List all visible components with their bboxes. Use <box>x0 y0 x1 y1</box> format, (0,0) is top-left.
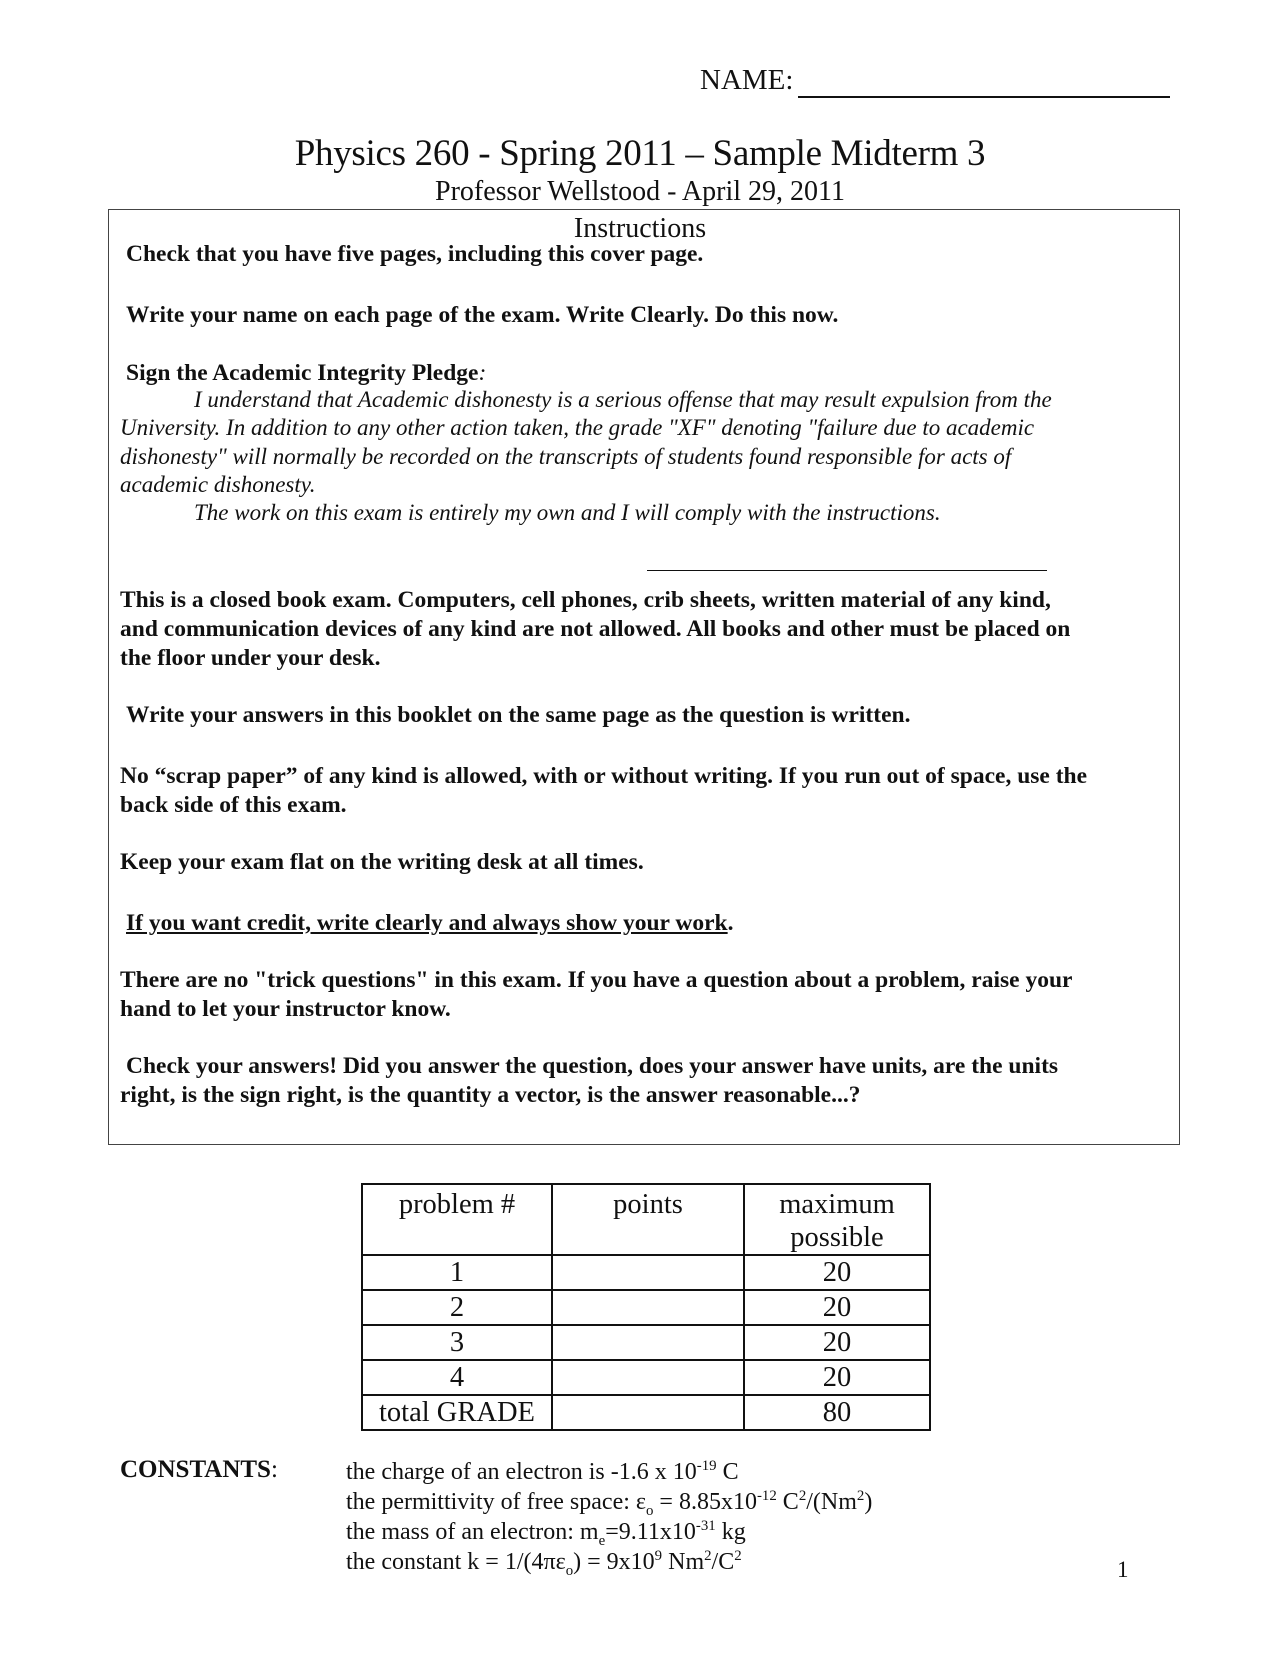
const-text: the permittivity of free space: ε <box>346 1489 646 1515</box>
name-field-line[interactable] <box>798 96 1170 98</box>
max-cell: 20 <box>744 1360 930 1395</box>
problem-cell: total GRADE <box>362 1395 552 1430</box>
instruction-check-pages: Check that you have five pages, including this cover page. <box>126 241 704 267</box>
const-sub: o <box>645 1502 654 1519</box>
constant-electron-mass <box>346 1517 746 1547</box>
check-answers-line-2: right, is the sign right, is the quantity a vector, is the answer reasonable...? <box>120 1082 861 1108</box>
instruction-write-name: Write your name on each page of the exam. Write Clearly. Do this now. <box>126 302 839 328</box>
constant-permittivity <box>346 1487 872 1517</box>
closed-book-line-1: This is a closed book exam. Computers, cell phones, crib sheets, written material of any kind, <box>120 587 1051 613</box>
table-row <box>362 1290 930 1325</box>
table-row <box>362 1325 930 1360</box>
pledge-line-1: I understand that Academic dishonesty is a serious offense that may result expulsion from the <box>194 387 1052 412</box>
instruction-credit <box>126 909 734 938</box>
const-eq: ) = 9x10 <box>573 1549 655 1575</box>
credit-period: . <box>727 910 734 936</box>
max-cell: 20 <box>744 1290 930 1325</box>
const-unit: /C <box>711 1549 735 1575</box>
constants-label-colon: : <box>270 1456 278 1483</box>
score-table-header-row <box>362 1184 930 1255</box>
header-max-line-1: maximum <box>779 1189 895 1220</box>
const-unit: C <box>716 1459 739 1485</box>
problem-cell: 3 <box>362 1325 552 1360</box>
const-eq: =9.11x10 <box>605 1519 696 1545</box>
const-unit-exp: 2 <box>734 1548 742 1564</box>
const-exp: 9 <box>654 1548 663 1564</box>
closed-book-line-3: the floor under your desk. <box>120 645 381 671</box>
points-cell[interactable] <box>552 1255 744 1290</box>
check-answers-line-1: Check your answers! Did you answer the question, does your answer have units, are the units <box>126 1053 1059 1079</box>
header-points: points <box>552 1184 744 1255</box>
pledge-line-4: academic dishonesty. <box>120 472 316 497</box>
table-row <box>362 1255 930 1290</box>
trick-questions-line-1: There are no "trick questions" in this exam. If you have a question about a problem, raise your <box>120 967 1073 993</box>
const-sub: o <box>565 1562 574 1579</box>
const-unit: kg <box>715 1519 746 1545</box>
const-unit: /(Nm <box>806 1489 857 1515</box>
const-text: the charge of an electron is -1.6 x 10 <box>346 1459 697 1485</box>
const-exp: -31 <box>695 1518 716 1534</box>
points-cell[interactable] <box>552 1395 744 1430</box>
scrap-paper-line-2: back side of this exam. <box>120 792 347 818</box>
const-unit: Nm <box>662 1549 705 1575</box>
exam-subtitle: Professor Wellstood - April 29, 2011 <box>435 176 845 207</box>
trick-questions-line-2: hand to let your instructor know. <box>120 996 451 1022</box>
constant-electron-charge <box>346 1457 739 1487</box>
pledge-line-3: dishonesty" will normally be recorded on the transcripts of students found responsible for acts of <box>120 444 1012 469</box>
score-table <box>361 1183 931 1431</box>
points-cell[interactable] <box>552 1325 744 1360</box>
pledge-label-colon: : <box>478 360 487 386</box>
const-text: the mass of an electron: m <box>346 1519 599 1545</box>
credit-underlined-text: If you want credit, write clearly and always show your work <box>126 910 728 936</box>
pledge-label-text: Sign the Academic Integrity Pledge <box>126 360 479 386</box>
name-label: NAME: <box>700 64 794 96</box>
problem-cell: 2 <box>362 1290 552 1325</box>
constant-coulomb-k <box>346 1547 742 1577</box>
table-row <box>362 1360 930 1395</box>
pledge-line-2: University. In addition to any other action taken, the grade "XF" denoting "failure due to academic <box>120 415 1035 440</box>
const-unit: C <box>776 1489 799 1515</box>
const-text: the constant k = 1/(4πε <box>346 1549 566 1575</box>
max-cell: 20 <box>744 1255 930 1290</box>
max-cell: 20 <box>744 1325 930 1360</box>
problem-cell: 4 <box>362 1360 552 1395</box>
pledge-line-5: The work on this exam is entirely my own and I will comply with the instructions. <box>194 500 941 525</box>
header-max-line-2: possible <box>790 1222 884 1253</box>
header-maximum-possible <box>744 1184 930 1255</box>
page-number: 1 <box>1117 1557 1129 1582</box>
problem-cell: 1 <box>362 1255 552 1290</box>
const-exp: -19 <box>696 1458 717 1474</box>
const-unit-exp: 2 <box>704 1548 712 1564</box>
const-unit: ) <box>864 1489 873 1515</box>
const-unit-exp: 2 <box>798 1488 807 1504</box>
const-eq: = 8.85x10 <box>653 1489 757 1515</box>
instruction-write-answers: Write your answers in this booklet on the same page as the question is written. <box>126 702 911 728</box>
instructions-heading: Instructions <box>573 213 707 244</box>
pledge-label <box>126 359 486 388</box>
const-exp: -12 <box>756 1488 777 1504</box>
pledge-signature-line[interactable] <box>647 570 1047 571</box>
scrap-paper-line-1: No “scrap paper” of any kind is allowed, with or without writing. If you run out of space, use the <box>120 763 1088 789</box>
closed-book-line-2: and communication devices of any kind are not allowed. All books and other must be placed on <box>120 616 1071 642</box>
instruction-keep-flat: Keep your exam flat on the writing desk at all times. <box>120 849 644 875</box>
const-unit-exp: 2 <box>856 1488 865 1504</box>
points-cell[interactable] <box>552 1360 744 1395</box>
exam-title: Physics 260 - Spring 2011 – Sample Midterm 3 <box>294 133 986 174</box>
points-cell[interactable] <box>552 1290 744 1325</box>
constants-label <box>120 1456 278 1484</box>
max-cell: 80 <box>744 1395 930 1430</box>
table-row-total <box>362 1395 930 1430</box>
constants-label-text: CONSTANTS <box>120 1456 271 1483</box>
const-sub: e <box>598 1532 606 1549</box>
header-problem: problem # <box>362 1184 552 1255</box>
